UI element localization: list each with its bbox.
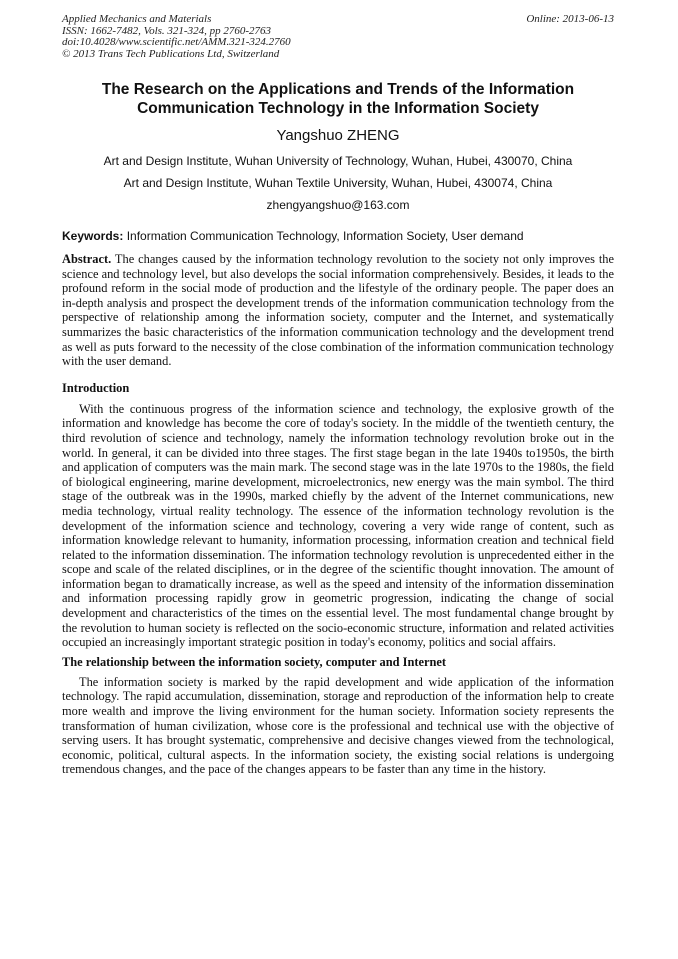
affiliation-1: Art and Design Institute, Wuhan University of Technology, Wuhan, Hubei, 430070, China — [103, 154, 573, 168]
paper-page — [62, 14, 614, 777]
issn-line: ISSN: 1662-7482, Vols. 321-324, pp 2760-2763 — [62, 24, 271, 37]
keywords-label: Keywords: — [62, 229, 124, 243]
relationship-paragraph: The information society is marked by the rapid development and wide application of the information technology. The rapid accumulation, dissemination, storage and reproduction of the information help to create more wealth and improve the living environment for the human society. Information society represents the transformation of human civilization, whose core is the professional and technical use with the objective of serving users. It has brought systematic, comprehensive and decisive changes viewed from the technological, economic, political, cultural aspects. In the information society, the existing social relations is undergoing tremendous changes, and the pace of the changes appears to be faster than any time in the history. — [62, 674, 614, 777]
section-heading-relationship: The relationship between the information society, computer and Internet — [62, 654, 446, 669]
abstract-label: Abstract. — [62, 252, 112, 266]
introduction-paragraph: With the continuous progress of the information science and technology, the explosive growth of the information and knowledge has become the core of today's society. In the middle of the twentieth century, the third revolution of science and technology, namely the information technology revolution broke out in the world. In general, it can be divided into three stages. The first stage began in the late 1940s to1950s, the birth and application of computers was the main mark. The second stage was in the late 1970s to the 1980s, the field of biological engineering, marine development, microelectronics, new energy was the main symbol. The third stage of the outbreak was in the 1990s, marked chiefly by the advent of the Internet communications, new media technology, virtual reality technology. The essence of the information technology revolution is the development of the information science and technology, covering a very wide range of content, such as information knowledge relevant to humanity, information processing, information creation and technical field related to the information dissemination. The information technology revolution is unprecedented either in the scope and scale of the related disciplines, or in the degree of the scientific thought innovation. The amount of information began to dramatically increase, as well as the speed and intensity of the information dissemination and information processing rapidly grow in geometric progression, indicating the change of social development and characteristics of the times on the essential level. The most fundamental change brought by the revolution to human society is reflected on the socio-economic structure, information and related activities occupied an increasingly important strategic position in today's economy, politics and social affairs. — [62, 401, 614, 650]
section-heading-introduction: Introduction — [62, 380, 130, 395]
affiliation-2: Art and Design Institute, Wuhan Textile University, Wuhan, Hubei, 430074, China — [123, 176, 553, 190]
journal-name: Applied Mechanics and Materials — [62, 13, 212, 25]
paper-title: The Research on the Applications and Trends of the Information Communication Technology in the Information Society — [101, 81, 575, 117]
doi-line: doi:10.4028/www.scientific.net/AMM.321-324.2760 — [62, 36, 291, 48]
online-date: Online: 2013-06-13 — [526, 13, 614, 25]
copyright-line: © 2013 Trans Tech Publications Ltd, Switzerland — [62, 47, 280, 60]
keywords-text: Information Communication Technology, Information Society, User demand — [123, 229, 524, 243]
author-name: Yangshuo ZHENG — [276, 127, 400, 144]
keywords — [62, 229, 614, 244]
journal-header — [62, 14, 614, 62]
abstract-text: The changes caused by the information technology revolution to the society not only improves the science and technology level, but also develops the social information comprehensively. Besides, it leads to the profound reform in the social mode of production and the lifestyle of the ordinary people. The paper does an in-depth analysis and prospect the development trends of the information communication technology from the perspective of relationship among the information society, computer and the Internet, and systematically summarizes the basic characteristics of the information communication technology and the development trend as well as puts forward to the necessity of the close combination of the information communication technology with the user demand. — [62, 252, 614, 369]
abstract — [62, 252, 614, 369]
author-email: zhengyangshuo@163.com — [266, 198, 410, 212]
